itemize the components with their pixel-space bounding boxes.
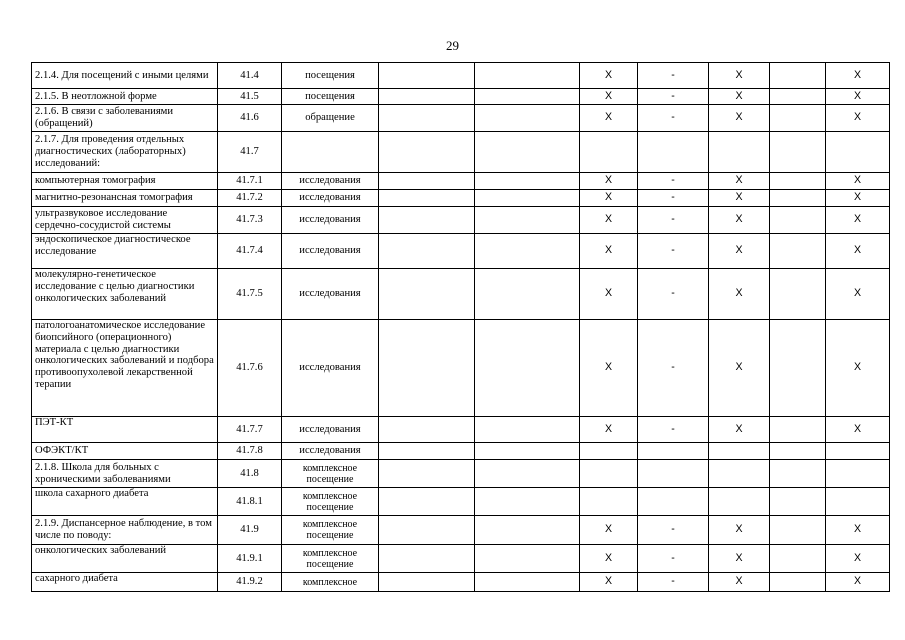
cell-col9 [770, 460, 826, 488]
row-code: 41.7.8 [218, 443, 282, 460]
cell-col4 [379, 573, 475, 592]
cell-col8: X [709, 320, 770, 417]
row-unit: исследования [282, 443, 379, 460]
row-unit: исследования [282, 173, 379, 190]
cell-col7 [638, 460, 709, 488]
cell-col4 [379, 190, 475, 207]
cell-col5 [475, 173, 580, 190]
row-code: 41.4 [218, 63, 282, 89]
cell-col6: X [580, 207, 638, 234]
cell-col7: - [638, 63, 709, 89]
row-code: 41.7.4 [218, 234, 282, 269]
cell-col9 [770, 573, 826, 592]
cell-col9 [770, 132, 826, 173]
table-row [32, 173, 890, 190]
row-name: эндоскопическое диагностическое исследование [32, 234, 218, 269]
cell-col5 [475, 234, 580, 269]
row-unit: исследования [282, 234, 379, 269]
cell-col8: X [709, 105, 770, 132]
cell-col9 [770, 545, 826, 573]
cell-col5 [475, 460, 580, 488]
cell-col8 [709, 443, 770, 460]
cell-col8: X [709, 89, 770, 105]
row-unit: исследования [282, 320, 379, 417]
table-row [32, 89, 890, 105]
cell-col7: - [638, 573, 709, 592]
row-name: 2.1.7. Для проведения отдельных диагностических (лабораторных) исследований: [32, 132, 218, 173]
cell-col5 [475, 63, 580, 89]
cell-col10 [826, 488, 890, 516]
data-table [31, 62, 890, 592]
cell-col8 [709, 488, 770, 516]
row-code: 41.8 [218, 460, 282, 488]
cell-col7 [638, 488, 709, 516]
cell-col5 [475, 545, 580, 573]
cell-col8: X [709, 573, 770, 592]
cell-col4 [379, 63, 475, 89]
row-code: 41.7 [218, 132, 282, 173]
row-unit [282, 132, 379, 173]
cell-col10: X [826, 105, 890, 132]
row-code: 41.7.5 [218, 269, 282, 320]
cell-col8: X [709, 173, 770, 190]
table-row [32, 132, 890, 173]
table-row [32, 545, 890, 573]
cell-col10: X [826, 545, 890, 573]
table-row [32, 269, 890, 320]
row-code: 41.9 [218, 516, 282, 545]
row-name: 2.1.8. Школа для больных с хроническими заболеваниями [32, 460, 218, 488]
cell-col6: X [580, 417, 638, 443]
row-code: 41.9.2 [218, 573, 282, 592]
cell-col8 [709, 460, 770, 488]
cell-col6: X [580, 573, 638, 592]
row-unit: исследования [282, 417, 379, 443]
table-row [32, 573, 890, 592]
cell-col6: X [580, 105, 638, 132]
cell-col10 [826, 443, 890, 460]
cell-col5 [475, 320, 580, 417]
cell-col6: X [580, 234, 638, 269]
cell-col6: X [580, 516, 638, 545]
cell-col8: X [709, 516, 770, 545]
cell-col9 [770, 234, 826, 269]
cell-col8: X [709, 63, 770, 89]
cell-col5 [475, 89, 580, 105]
table-row [32, 417, 890, 443]
cell-col4 [379, 234, 475, 269]
row-code: 41.7.7 [218, 417, 282, 443]
cell-col9 [770, 269, 826, 320]
cell-col5 [475, 417, 580, 443]
row-name: 2.1.6. В связи с заболеваниями (обращений) [32, 105, 218, 132]
cell-col5 [475, 190, 580, 207]
cell-col7: - [638, 516, 709, 545]
cell-col7: - [638, 417, 709, 443]
cell-col7: - [638, 173, 709, 190]
cell-col5 [475, 443, 580, 460]
row-name: патологоанатомическое исследование биопсийного (операционного) материала с целью диагностики онкологических заболеваний и подбора противоопухолевой лекарственной терапии [32, 320, 218, 417]
row-code: 41.7.1 [218, 173, 282, 190]
cell-col10: X [826, 89, 890, 105]
cell-col4 [379, 173, 475, 190]
row-code: 41.8.1 [218, 488, 282, 516]
cell-col6: X [580, 190, 638, 207]
row-code: 41.7.2 [218, 190, 282, 207]
row-code: 41.7.6 [218, 320, 282, 417]
row-name: молекулярно-генетическое исследование с целью диагностики онкологических заболеваний [32, 269, 218, 320]
cell-col5 [475, 516, 580, 545]
row-name: ультразвуковое исследование сердечно-сосудистой системы [32, 207, 218, 234]
cell-col4 [379, 207, 475, 234]
cell-col5 [475, 105, 580, 132]
cell-col5 [475, 488, 580, 516]
cell-col4 [379, 443, 475, 460]
row-name: сахарного диабета [32, 573, 218, 592]
row-name: компьютерная томография [32, 173, 218, 190]
row-name: 2.1.4. Для посещений с иными целями [32, 63, 218, 89]
table-row [32, 443, 890, 460]
cell-col7: - [638, 190, 709, 207]
cell-col10 [826, 460, 890, 488]
cell-col7: - [638, 234, 709, 269]
cell-col8: X [709, 545, 770, 573]
cell-col8: X [709, 417, 770, 443]
cell-col5 [475, 269, 580, 320]
cell-col4 [379, 488, 475, 516]
row-unit: исследования [282, 190, 379, 207]
table-row [32, 320, 890, 417]
cell-col10: X [826, 190, 890, 207]
table-row [32, 105, 890, 132]
table-row [32, 516, 890, 545]
cell-col6: X [580, 89, 638, 105]
cell-col7: - [638, 89, 709, 105]
cell-col10: X [826, 63, 890, 89]
row-unit: посещения [282, 63, 379, 89]
cell-col6: X [580, 173, 638, 190]
table-row [32, 207, 890, 234]
row-name: магнитно-резонансная томография [32, 190, 218, 207]
cell-col8: X [709, 190, 770, 207]
cell-col6 [580, 132, 638, 173]
cell-col6: X [580, 63, 638, 89]
row-code: 41.9.1 [218, 545, 282, 573]
cell-col6 [580, 488, 638, 516]
cell-col10: X [826, 269, 890, 320]
row-unit: комплексное посещение [282, 460, 379, 488]
row-name: ПЭТ-КТ [32, 417, 218, 443]
cell-col4 [379, 545, 475, 573]
table-row [32, 488, 890, 516]
cell-col4 [379, 132, 475, 173]
cell-col4 [379, 320, 475, 417]
row-name: 2.1.9. Диспансерное наблюдение, в том числе по поводу: [32, 516, 218, 545]
row-unit: исследования [282, 207, 379, 234]
cell-col4 [379, 417, 475, 443]
cell-col8: X [709, 234, 770, 269]
cell-col4 [379, 460, 475, 488]
row-unit: посещения [282, 89, 379, 105]
page-number: 29 [446, 38, 459, 53]
row-unit: исследования [282, 269, 379, 320]
row-code: 41.6 [218, 105, 282, 132]
cell-col7: - [638, 545, 709, 573]
cell-col10: X [826, 207, 890, 234]
cell-col5 [475, 207, 580, 234]
cell-col8: X [709, 269, 770, 320]
cell-col7: - [638, 207, 709, 234]
row-name: 2.1.5. В неотложной форме [32, 89, 218, 105]
row-code: 41.7.3 [218, 207, 282, 234]
cell-col6 [580, 460, 638, 488]
cell-col10 [826, 132, 890, 173]
cell-col10: X [826, 573, 890, 592]
cell-col7 [638, 443, 709, 460]
cell-col9 [770, 417, 826, 443]
cell-col4 [379, 516, 475, 545]
cell-col7: - [638, 320, 709, 417]
cell-col6: X [580, 269, 638, 320]
cell-col9 [770, 190, 826, 207]
cell-col5 [475, 132, 580, 173]
row-unit: комплексное посещение [282, 545, 379, 573]
cell-col9 [770, 443, 826, 460]
cell-col10: X [826, 417, 890, 443]
cell-col9 [770, 207, 826, 234]
cell-col7 [638, 132, 709, 173]
row-unit: комплексное [282, 573, 379, 592]
table-row [32, 190, 890, 207]
row-unit: комплексное посещение [282, 488, 379, 516]
cell-col9 [770, 173, 826, 190]
cell-col4 [379, 269, 475, 320]
row-unit: обращение [282, 105, 379, 132]
cell-col8: X [709, 207, 770, 234]
cell-col6: X [580, 320, 638, 417]
cell-col10: X [826, 234, 890, 269]
cell-col8 [709, 132, 770, 173]
cell-col9 [770, 63, 826, 89]
cell-col7: - [638, 105, 709, 132]
cell-col9 [770, 105, 826, 132]
cell-col9 [770, 89, 826, 105]
cell-col7: - [638, 269, 709, 320]
cell-col4 [379, 105, 475, 132]
row-unit: комплексное посещение [282, 516, 379, 545]
cell-col10: X [826, 320, 890, 417]
cell-col4 [379, 89, 475, 105]
table-row [32, 460, 890, 488]
cell-col6 [580, 443, 638, 460]
row-code: 41.5 [218, 89, 282, 105]
cell-col9 [770, 320, 826, 417]
cell-col6: X [580, 545, 638, 573]
cell-col5 [475, 573, 580, 592]
cell-col10: X [826, 173, 890, 190]
cell-col10: X [826, 516, 890, 545]
row-name: ОФЭКТ/КТ [32, 443, 218, 460]
table-row [32, 63, 890, 89]
row-name: школа сахарного диабета [32, 488, 218, 516]
row-name: онкологических заболеваний [32, 545, 218, 573]
table-row [32, 234, 890, 269]
cell-col9 [770, 488, 826, 516]
cell-col9 [770, 516, 826, 545]
